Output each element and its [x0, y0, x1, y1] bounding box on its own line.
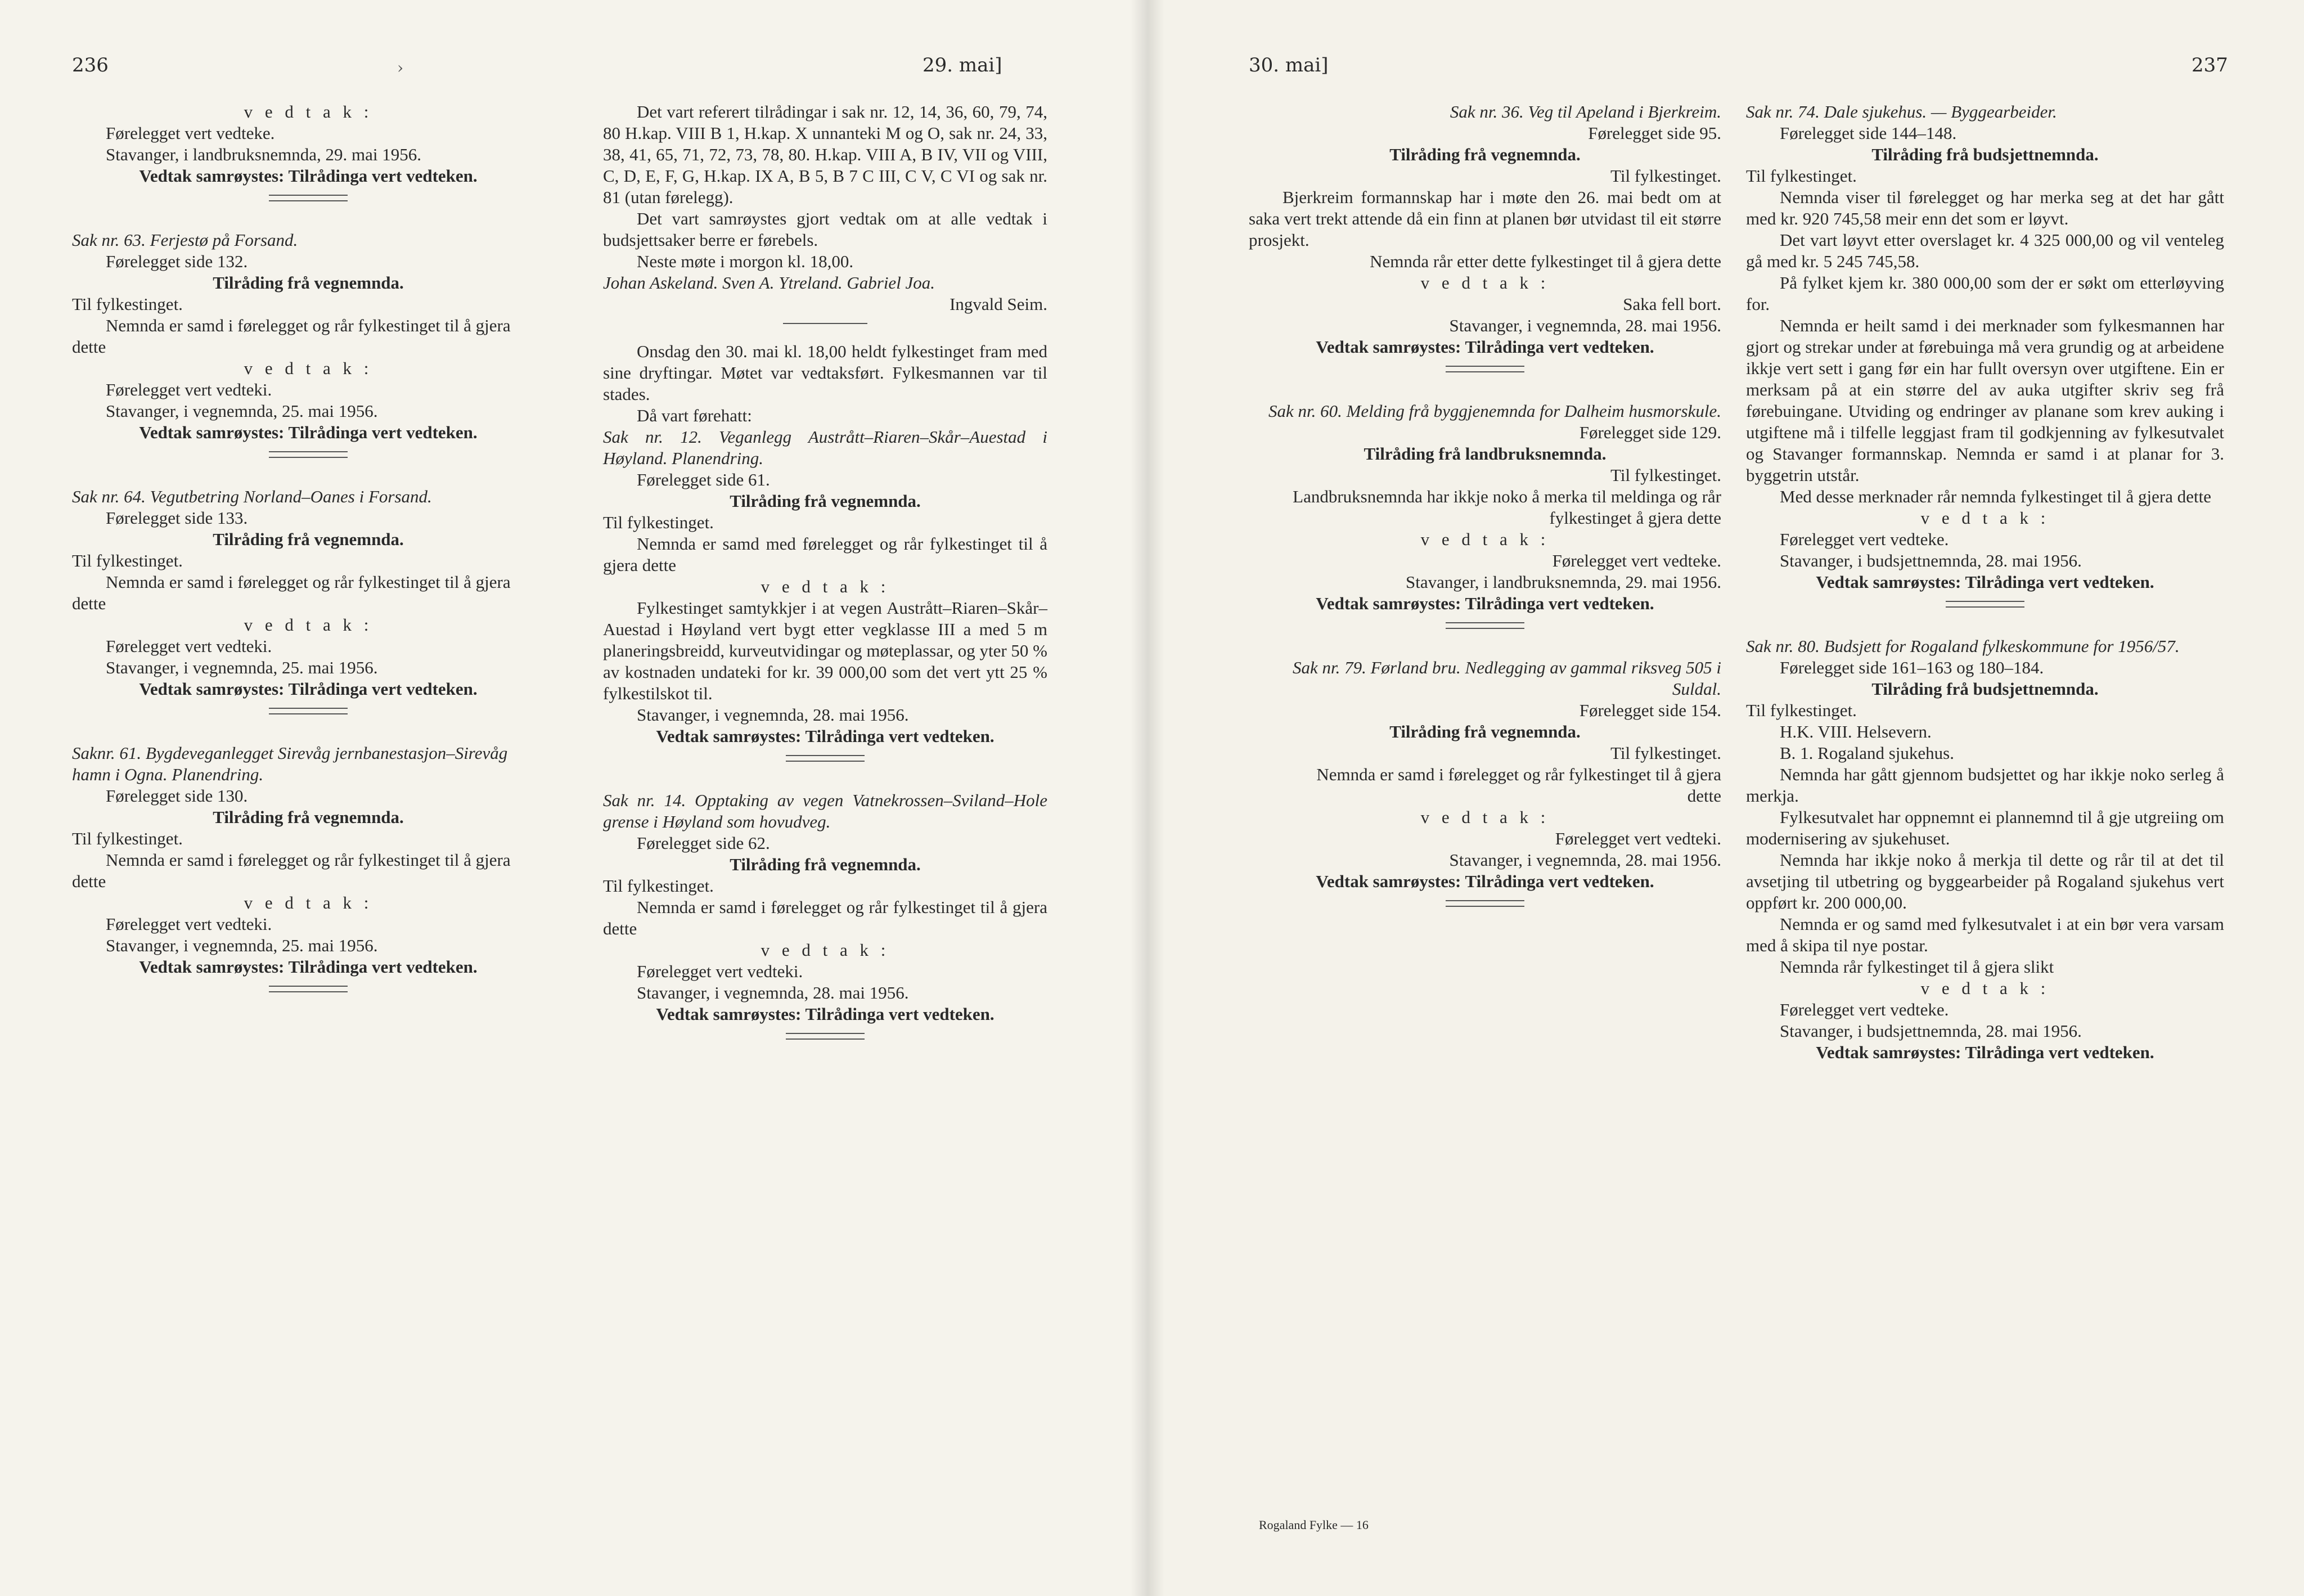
addressee: Til fylkestinget. [1610, 166, 1721, 186]
addressee: Til fylkestinget. [72, 829, 183, 848]
right-column-2 [1746, 101, 2224, 1063]
case-reference: Førelegget side 95. [1588, 123, 1721, 143]
vedtak-label: v e d t a k : [760, 940, 890, 960]
result-line: Vedtak samrøystes: Tilrådinga vert vedteken. [656, 726, 994, 746]
place-date: Stavanger, i vegnemnda, 28. mai 1956. [1449, 850, 1721, 870]
recommendation-heading: Tilråding frå vegnemnda. [730, 491, 921, 511]
budget-chapter: H.K. VIII. Helsevern. [1780, 722, 1932, 741]
case-reference: Førelegget side 133. [106, 508, 248, 528]
result-line: Vedtak samrøystes: Tilrådinga vert vedteken. [1316, 337, 1654, 357]
result-line: Vedtak samrøystes: Tilrådinga vert vedteken. [656, 1004, 994, 1024]
committee-paragraph: Nemnda er heilt samd i dei merknader som fylkesmannen har gjort og strekar under at førebuinga må vera grundig og at arbeidene ikkje vert sett i gang før ein har fullt oversyn over utgiftene. Ein er merksam på at ein større del av auka utgifter skriv seg frå førebuingane. Utviding og endringer av planane som krev auking i utgiftene må i tilfelle leggjast fram til godkjenning av fylkesutvalet og Stavanger formannskap. Nemnda er samd i at planar for 3. byggetrin utstår. [1746, 316, 2224, 485]
recommendation-heading: Tilråding frå vegnemnda. [1389, 145, 1581, 164]
result-line: Vedtak samrøystes: Tilrådinga vert vedteken. [1816, 1042, 2154, 1062]
addressee: Til fylkestinget. [1610, 465, 1721, 485]
case-title: Sak nr. 64. Vegutbetring Norland–Oanes i Forsand. [72, 487, 432, 506]
decision-text: Førelegget vert vedteki. [1555, 829, 1721, 848]
section-divider [269, 451, 348, 458]
committee-text: Nemnda er samd med førelegget og rår fylkestinget til å gjera dette [603, 534, 1047, 575]
committee-text: Landbruksnemnda har ikkje noko å merka til meldinga og rår fylkestinget å gjera dette [1293, 487, 1721, 528]
page-footer: Rogaland Fylke — 16 [1259, 1518, 1369, 1532]
left-page [0, 0, 1148, 1596]
addressee: Til fylkestinget. [1746, 700, 1857, 720]
case-title: Sak nr. 60. Melding frå byggjenemnda for Dalheim husmorskule. [1268, 401, 1721, 421]
place-date: Stavanger, i vegnemnda, 25. mai 1956. [106, 936, 378, 955]
page-number-left: 236 [72, 54, 109, 77]
case-reference: Førelegget side 144–148. [1780, 123, 1957, 143]
budget-item: B. 1. Rogaland sjukehus. [1780, 743, 1954, 763]
decision-text: Førelegget vert vedteki. [106, 636, 272, 656]
next-meeting: Neste møte i morgon kl. 18,00. [637, 251, 854, 271]
decision-text: Førelegget vert vedteki. [106, 914, 272, 934]
committee-paragraph: Nemnda viser til førelegget og har merka seg at det har gått med kr. 920 745,58 meir enn det som er løyvt. [1746, 187, 2224, 228]
left-column-1 [72, 101, 544, 1020]
result-line: Vedtak samrøystes: Tilrådinga vert vedteken. [1816, 572, 2154, 592]
case-title: Sak nr. 14. Opptaking av vegen Vatnekrossen–Sviland–Hole grense i Høyland som hovudveg. [603, 790, 1047, 831]
left-column-2 [603, 101, 1047, 1068]
place-date: Stavanger, i vegnemnda, 28. mai 1956. [637, 983, 909, 1002]
case-title: Sak nr. 74. Dale sjukehus. — Byggearbeider. [1746, 102, 2057, 122]
section-divider [269, 195, 348, 201]
case-reference: Førelegget side 132. [106, 251, 248, 271]
page-number-right: 237 [2192, 54, 2228, 77]
result-line: Vedtak samrøystes: Tilrådinga vert vedteken. [139, 957, 478, 977]
case-reference: Førelegget side 161–163 og 180–184. [1780, 658, 2044, 677]
place-date: Stavanger, i vegnemnda, 25. mai 1956. [106, 658, 378, 677]
decision-text: Førelegget vert vedteke. [106, 123, 275, 143]
vedtak-label: v e d t a k : [244, 358, 373, 378]
committee-paragraph: Fylkesutvalet har oppnemnt ei plannemnd til å gje utgreiing om modernisering av sjukehuset. [1746, 807, 2224, 848]
committee-paragraph: Det vart løyvt etter overslaget kr. 4 325 000,00 og vil venteleg gå med kr. 5 245 745,58. [1746, 230, 2224, 271]
result-line: Vedtak samrøystes: Tilrådinga vert vedteken. [1316, 594, 1654, 613]
right-page [1148, 0, 2304, 1596]
recommendation-heading: Tilråding frå vegnemnda. [213, 529, 404, 549]
recommendation-heading: Tilråding frå vegnemnda. [213, 807, 404, 827]
committee-paragraph: Nemnda har gått gjennom budsjettet og har ikkje noko serleg å merkja. [1746, 765, 2224, 806]
committee-text: Nemnda er samd i førelegget og rår fylkestinget til å gjera dette [72, 850, 511, 891]
committee-paragraph: Nemnda har ikkje noko å merkja til dette og rår til at det til avsetjing til utbetring og byggearbeider på Rogaland sjukehus vert oppført kr. 200 000,00. [1746, 850, 2224, 912]
decision-text: Førelegget vert vedteki. [637, 961, 803, 981]
recommendation-heading: Tilråding frå landbruksnemnda. [1364, 444, 1606, 464]
vedtak-label: v e d t a k : [244, 615, 373, 635]
decision-text: Førelegget vert vedteke. [1552, 551, 1721, 570]
decision-text: Førelegget vert vedteki. [106, 380, 272, 399]
place-date: Stavanger, i budsjettnemnda, 28. mai 1956. [1780, 1021, 2082, 1041]
place-date: Stavanger, i vegnemnda, 25. mai 1956. [106, 401, 378, 421]
case-reference: Førelegget side 154. [1579, 700, 1721, 720]
case-title: Sak nr. 79. Førland bru. Nedlegging av gammal riksveg 505 i Suldal. [1292, 658, 1721, 699]
section-divider [786, 1033, 865, 1040]
session-text: Onsdag den 30. mai kl. 18,00 heldt fylkestinget fram med sine dryftingar. Møtet var vedtaksført. Fylkesmannen var til stades. [603, 341, 1047, 404]
committee-paragraph: Med desse merknader rår nemnda fylkestinget til å gjera dette [1780, 487, 2211, 506]
case-title: Sak nr. 63. Ferjestø på Forsand. [72, 230, 298, 250]
decision-text: Saka fell bort. [1623, 294, 1721, 314]
section-divider [1446, 366, 1524, 372]
referred-cases: Det vart referert tilrådingar i sak nr. 12, 14, 36, 60, 79, 74, 80 H.kap. VIII B 1, H.kap. X unnanteki M og O, sak nr. 24, 33, 38, 41, 65, 71, 72, 73, 78, 80. H.kap. VIII A, B IV, VII og VIII, C, D, E, F, G, H.kap. IX A, B 5, B 7 C III, C V, C VI og sak nr. 81 (utan førelegg). [603, 102, 1047, 207]
running-head-left: 29. mai] [922, 54, 1002, 77]
decision-text: Førelegget vert vedteke. [1780, 1000, 1949, 1019]
addressee: Til fylkestinget. [603, 512, 714, 532]
result-line: Vedtak samrøystes: Tilrådinga vert vedteken. [139, 679, 478, 699]
place-date: Stavanger, i landbruksnemnda, 29. mai 1956. [1406, 572, 1721, 592]
addressee: Til fylkestinget. [72, 551, 183, 570]
committee-text: Bjerkreim formannskap har i møte den 26. mai bedt om at saka vert trekt attende då ein finn at planen bør utvidast til eit større prosjekt. [1249, 187, 1721, 250]
committee-text: Nemnda er samd i førelegget og rår fylkestinget til å gjera dette [603, 897, 1047, 938]
pencil-mark: › [397, 59, 404, 77]
place-date: Stavanger, i budsjettnemnda, 28. mai 1956. [1780, 551, 2082, 570]
vedtak-label: v e d t a k : [1920, 508, 2050, 528]
result-line: Vedtak samrøystes: Tilrådinga vert vedteken. [139, 166, 478, 186]
result-line: Vedtak samrøystes: Tilrådinga vert vedteken. [1316, 871, 1654, 891]
case-reference: Førelegget side 61. [637, 470, 770, 489]
vedtak-label: v e d t a k : [760, 577, 890, 596]
recommendation-heading: Tilråding frå budsjettnemnda. [1871, 145, 2099, 164]
section-divider [1446, 622, 1524, 629]
budget-note: Det vart samrøystes gjort vedtak om at alle vedtak i budsjettsaker berre er førebels. [603, 209, 1047, 250]
case-title: Sak nr. 12. Veganlegg Austrått–Riaren–Skår–Auestad i Høyland. Planendring. [603, 427, 1047, 468]
vedtak-label: v e d t a k : [1420, 807, 1550, 827]
right-column-1 [1249, 101, 1721, 935]
case-title: Sak nr. 80. Budsjett for Rogaland fylkeskommune for 1956/57. [1746, 636, 2180, 656]
place-date: Stavanger, i vegnemnda, 28. mai 1956. [1449, 316, 1721, 335]
session-agenda: Då vart førehatt: [637, 406, 752, 425]
case-title: Sak nr. 36. Veg til Apeland i Bjerkreim. [1450, 102, 1721, 122]
decision-text: Fylkestinget samtykkjer i at vegen Austrått–Riaren–Skår–Auestad i Høyland vert bygt etter vegklasse III a med 5 m planeringsbreidd, kurveutvidingar og møteplassar, og yter 50 % av kostnaden undateki for kr. 39 000,00 som det vert ytt 25 % fylkestilskot til. [603, 598, 1047, 703]
signature-rule [783, 323, 867, 324]
case-reference: Førelegget side 129. [1579, 422, 1721, 442]
addressee: Til fylkestinget. [1746, 166, 1857, 186]
section-divider [1946, 601, 2024, 608]
running-head-right: 30. mai] [1249, 54, 1329, 77]
vedtak-label: v e d t a k : [1420, 273, 1550, 293]
case-reference: Førelegget side 130. [106, 786, 248, 806]
signatures: Johan Askeland. Sven A. Ytreland. Gabriel Joa. [603, 273, 935, 293]
addressee: Til fylkestinget. [1610, 743, 1721, 763]
committee-paragraph: Nemnda rår fylkestinget til å gjera slikt [1780, 957, 2054, 977]
place-date: Stavanger, i vegnemnda, 28. mai 1956. [637, 705, 909, 725]
committee-text: Nemnda er samd i førelegget og rår fylkestinget til å gjera dette [1316, 765, 1721, 806]
recommendation-heading: Tilråding frå vegnemnda. [1389, 722, 1581, 741]
addressee: Til fylkestinget. [72, 294, 183, 314]
committee-paragraph: På fylket kjem kr. 380 000,00 som der er søkt om etterløyving for. [1746, 273, 2224, 314]
signature-second: Ingvald Seim. [950, 294, 1047, 314]
committee-text: Nemnda er samd i førelegget og rår fylkestinget til å gjera dette [72, 572, 511, 613]
committee-text-2: Nemnda rår etter dette fylkestinget til å gjera dette [1370, 251, 1721, 271]
section-divider [269, 708, 348, 714]
recommendation-heading: Tilråding frå vegnemnda. [213, 273, 404, 293]
section-divider [1446, 900, 1524, 907]
recommendation-heading: Tilråding frå vegnemnda. [730, 855, 921, 874]
vedtak-label: v e d t a k : [1920, 978, 2050, 998]
case-title: Saknr. 61. Bygdeveganlegget Sirevåg jernbanestasjon–Sirevåg hamn i Ogna. Planendring. [72, 743, 508, 784]
recommendation-heading: Tilråding frå budsjettnemnda. [1871, 679, 2099, 699]
section-divider [269, 986, 348, 992]
vedtak-label: v e d t a k : [244, 102, 373, 122]
vedtak-label: v e d t a k : [244, 893, 373, 912]
committee-text: Nemnda er samd i førelegget og rår fylkestinget til å gjera dette [72, 316, 511, 357]
case-reference: Førelegget side 62. [637, 833, 770, 853]
place-date: Stavanger, i landbruksnemnda, 29. mai 1956. [106, 145, 421, 164]
addressee: Til fylkestinget. [603, 876, 714, 896]
vedtak-label: v e d t a k : [1420, 529, 1550, 549]
committee-paragraph: Nemnda er og samd med fylkesutvalet i at ein bør vera varsam med å skipa til nye postar. [1746, 914, 2224, 955]
section-divider [786, 755, 865, 762]
book-gutter [1131, 0, 1164, 1596]
result-line: Vedtak samrøystes: Tilrådinga vert vedteken. [139, 422, 478, 442]
decision-text: Førelegget vert vedteke. [1780, 529, 1949, 549]
